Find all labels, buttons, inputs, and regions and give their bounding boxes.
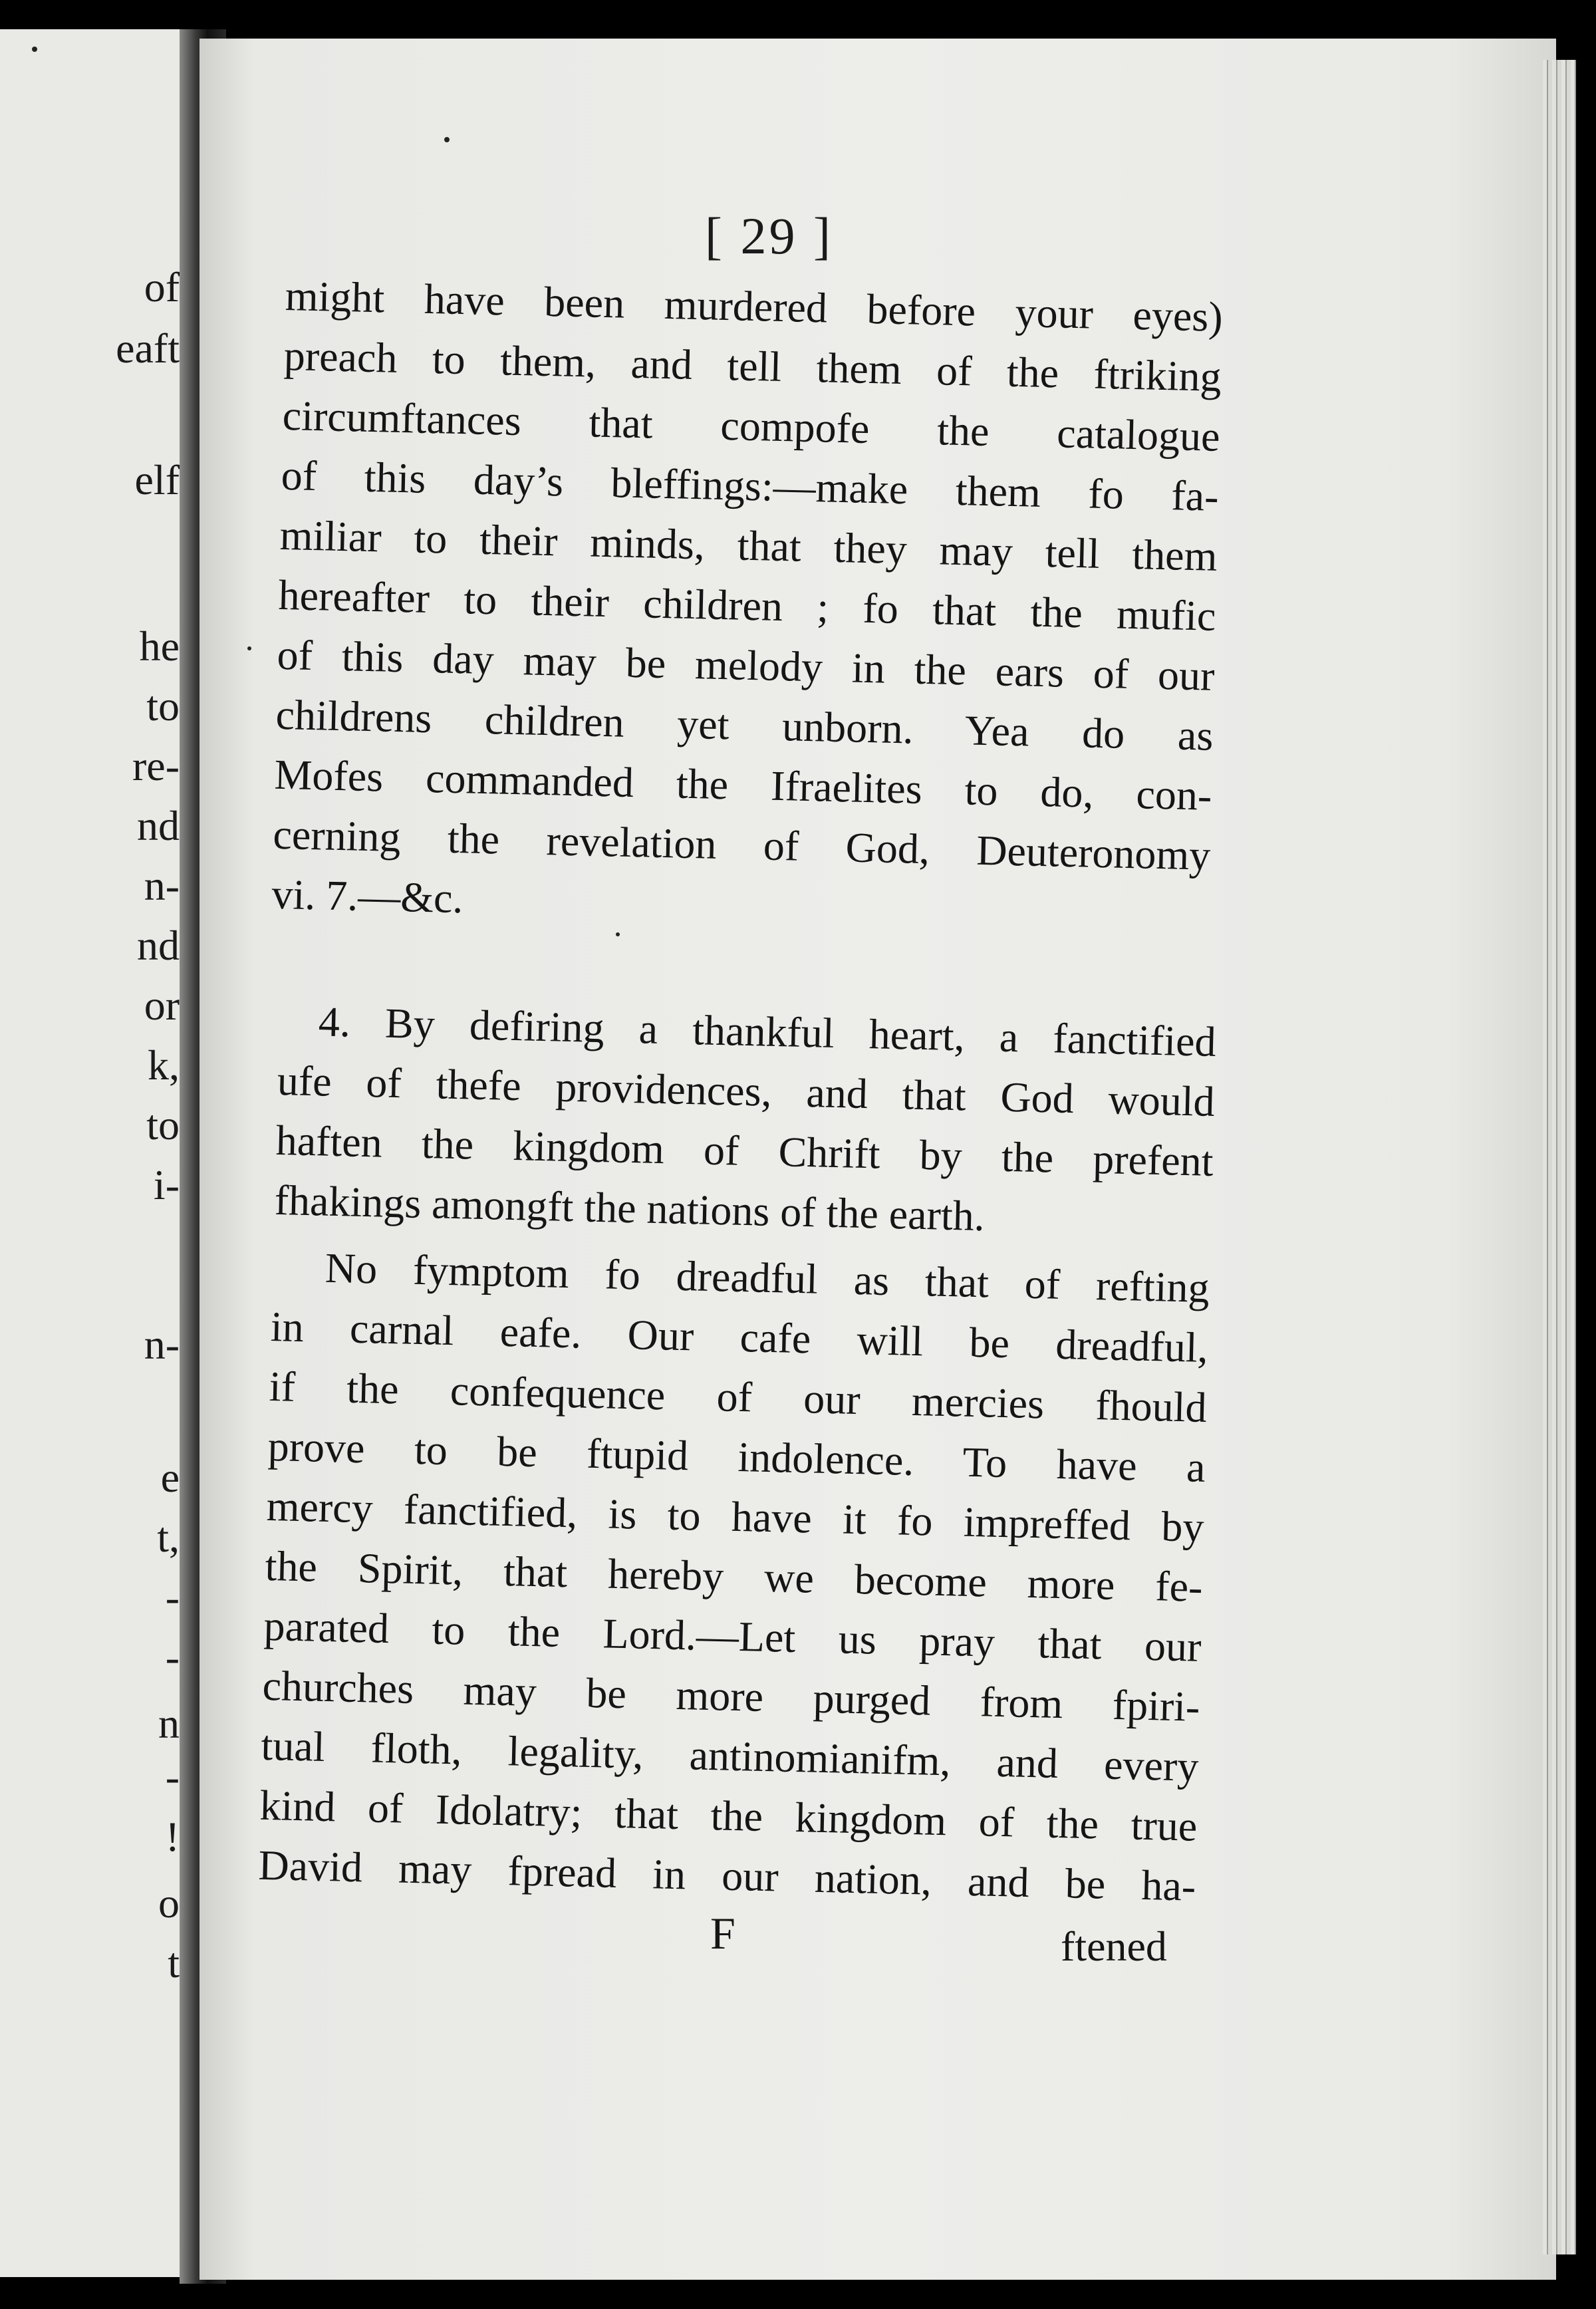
facing-page-fragment-text: elf: [134, 456, 180, 503]
text-line: prove to be ftupid indolence. To have a: [267, 1422, 1206, 1491]
facing-page-fragment-text: !: [165, 1813, 180, 1860]
facing-page-fragment-text: -: [165, 1573, 180, 1621]
text-line: vi. 7.—&c.: [271, 870, 464, 922]
facing-page-fragment-text: n: [158, 1700, 180, 1747]
facing-page-fragment-text: re-: [132, 742, 180, 789]
text-line: No fymptom fo dreadful as that of refting: [325, 1244, 1210, 1311]
facing-page-fragment-text: of: [144, 263, 180, 311]
text-line: kind of Idolatry; that the kingdom of the true: [259, 1781, 1198, 1850]
facing-page-fragment-text: n-: [144, 1321, 180, 1368]
facing-page-fragment-text: t,: [157, 1514, 180, 1561]
text-line: preach to them, and tell them of the ftriking: [283, 331, 1222, 400]
text-line: tual floth, legality, antinomianifm, and every: [260, 1721, 1200, 1790]
facing-page-fragment-text: nd: [137, 922, 180, 969]
text-line: David may fpread in our nation, and be ha-: [257, 1841, 1197, 1910]
facing-page-fragment-text: k,: [148, 1041, 180, 1089]
page-number: [ 29 ]: [705, 207, 833, 265]
facing-page-fragment-text: t: [168, 1939, 180, 1986]
text-line: if the confequence of our mercies fhould: [269, 1362, 1208, 1431]
facing-page-fragment-text: or: [144, 982, 180, 1029]
ink-speck: [444, 137, 450, 142]
facing-page-fragment-text: to: [146, 682, 180, 730]
facing-page-fragment-text: eaft: [116, 325, 180, 372]
text-line: might have been murdered before your eyes): [285, 271, 1224, 340]
paragraph-point-4: [274, 991, 1217, 1252]
text-line: childrens children yet unborn. Yea do as: [275, 690, 1214, 759]
text-line: mercy fanctified, is to have it fo impreffed by: [266, 1482, 1205, 1551]
facing-page-fragment-text: o: [158, 1879, 180, 1927]
text-line: cerning the revelation of God, Deuteronomy: [272, 810, 1212, 879]
ink-speck: [616, 932, 620, 936]
text-line: of this day’s bleffings:—make them fo fa-: [281, 451, 1220, 520]
text-line: Mofes commanded the Ifraelites to do, con-: [273, 750, 1213, 819]
signature-mark: F: [710, 1908, 735, 1959]
text-line: of this day may be melody in the ears of our: [276, 630, 1216, 700]
text-line: in carnal eafe. Our cafe will be dreadful,: [270, 1302, 1209, 1371]
facing-page-fragment-text: -: [165, 1753, 180, 1800]
text-line: churches may be more purged from fpiri-: [261, 1661, 1201, 1730]
facing-page-fragment-text: i-: [153, 1161, 180, 1208]
text-line: parated to the Lord.—Let us pray that our: [263, 1601, 1202, 1671]
paragraph-continuation: [271, 266, 1224, 946]
catchword: ftened: [1061, 1923, 1167, 1970]
facing-page-fragment-text: he: [139, 622, 180, 670]
text-line: ufe of thefe providences, and that God would: [277, 1056, 1216, 1125]
text-line: hereafter to their children ; fo that the mufic: [277, 571, 1217, 640]
facing-page-fragment-text: n-: [144, 862, 180, 909]
text-line: haften the kingdom of Chrift by the prefent: [275, 1116, 1214, 1185]
facing-page-fragment-text: -: [165, 1633, 180, 1681]
text-line: fhakings amongft the nations of the earth.: [274, 1176, 986, 1240]
page-edges: [1543, 60, 1576, 2254]
facing-page-fragment-text: nd: [137, 802, 180, 849]
facing-page-fragment-text: e: [160, 1454, 180, 1501]
text-line: the Spirit, that hereby we become more fe-: [264, 1542, 1204, 1611]
text-line: circumftances that compofe the catalogue: [282, 391, 1221, 460]
text-line: 4. By defiring a thankful heart, a fanctified: [318, 998, 1217, 1065]
text-line: miliar to their minds, that they may tell them: [279, 511, 1218, 580]
facing-page-fragment-text: to: [146, 1101, 180, 1149]
ink-speck: [32, 47, 37, 52]
ink-speck: [247, 646, 251, 650]
paragraph-symptom: [258, 1237, 1210, 1917]
